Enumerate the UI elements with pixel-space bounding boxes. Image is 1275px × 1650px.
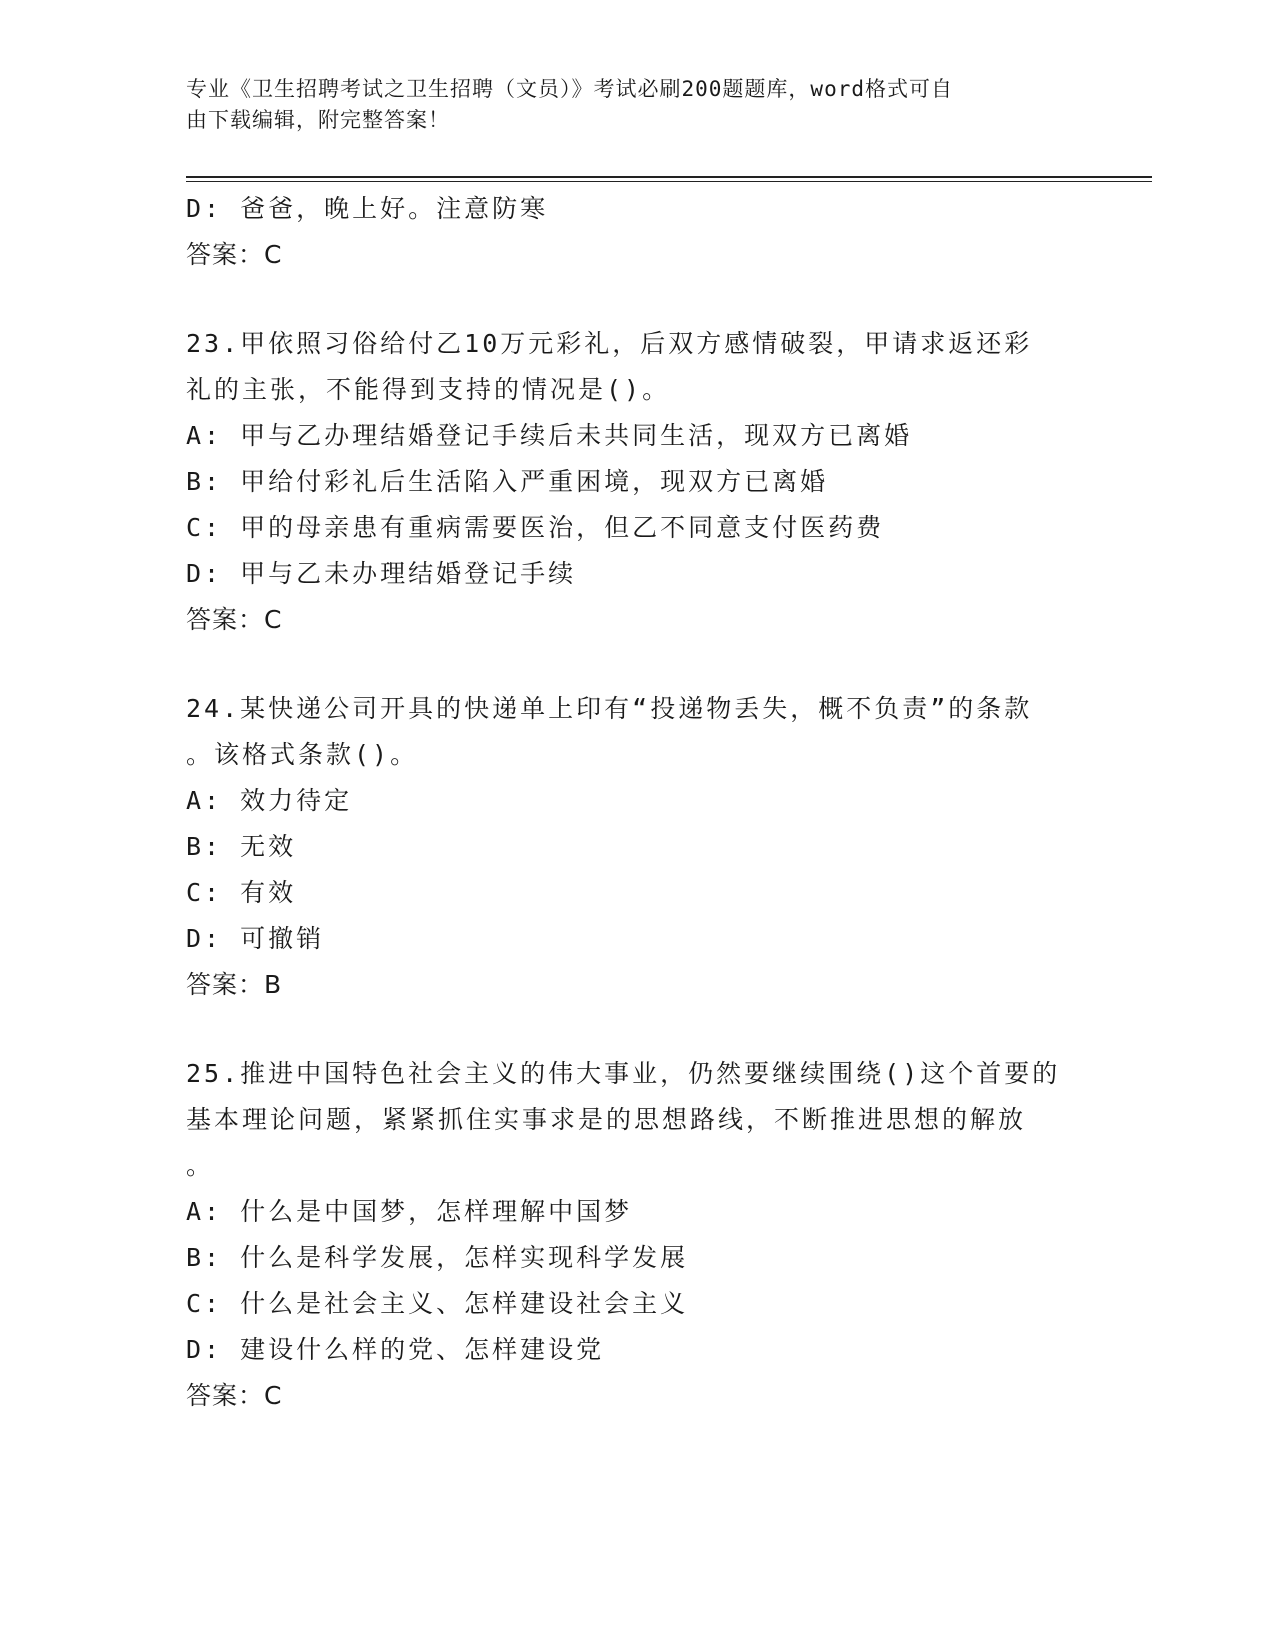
question-list: [186, 186, 1066, 1419]
question-text-line: 。: [186, 1151, 215, 1180]
previous-question-tail: [186, 186, 1066, 278]
answer: 答案：B: [186, 970, 283, 999]
option-a: A: 效力待定: [186, 786, 353, 815]
option-b: B: 甲给付彩礼后生活陷入严重困境，现双方已离婚: [186, 467, 829, 496]
option-c: C: 有效: [186, 878, 297, 907]
option-a: A: 甲与乙办理结婚登记手续后未共同生活，现双方已离婚: [186, 421, 913, 450]
option-b: B: 什么是科学发展，怎样实现科学发展: [186, 1243, 689, 1272]
question-text-line: 24.某快递公司开具的快递单上印有“投递物丢失，概不负责”的条款: [186, 694, 1033, 723]
question-text-line: 23.甲依照习俗给付乙10万元彩礼，后双方感情破裂，甲请求返还彩: [186, 329, 1033, 358]
option-d: D: 甲与乙未办理结婚登记手续: [186, 559, 577, 588]
question-23: [186, 321, 1066, 643]
question-24: [186, 686, 1066, 1008]
header-divider-thick: [186, 176, 1152, 178]
document-header: [186, 74, 1066, 136]
header-line-2: 由下载编辑，附完整答案！: [186, 108, 450, 132]
option-c: C: 甲的母亲患有重病需要医治，但乙不同意支付医药费: [186, 513, 885, 542]
header-divider-thin: [186, 181, 1152, 182]
option-a: A: 什么是中国梦，怎样理解中国梦: [186, 1197, 633, 1226]
answer: 答案：C: [186, 1381, 283, 1410]
option-d: D: 可撤销: [186, 924, 325, 953]
question-25: [186, 1051, 1066, 1419]
option-b: B: 无效: [186, 832, 297, 861]
option-d: D: 爸爸，晚上好。注意防寒: [186, 194, 549, 223]
question-text-line: 。该格式条款()。: [186, 740, 419, 769]
answer: 答案：C: [186, 605, 283, 634]
question-text-line: 基本理论问题，紧紧抓住实事求是的思想路线，不断推进思想的解放: [186, 1105, 1027, 1134]
header-line-1: 专业《卫生招聘考试之卫生招聘（文员）》考试必刷200题题库，word格式可自: [186, 77, 953, 101]
answer: 答案：C: [186, 240, 283, 269]
option-c: C: 什么是社会主义、怎样建设社会主义: [186, 1289, 689, 1318]
option-d: D: 建设什么样的党、怎样建设党: [186, 1335, 605, 1364]
question-text-line: 礼的主张，不能得到支持的情况是()。: [186, 375, 671, 404]
question-text-line: 25.推进中国特色社会主义的伟大事业，仍然要继续围绕()这个首要的: [186, 1059, 1061, 1088]
